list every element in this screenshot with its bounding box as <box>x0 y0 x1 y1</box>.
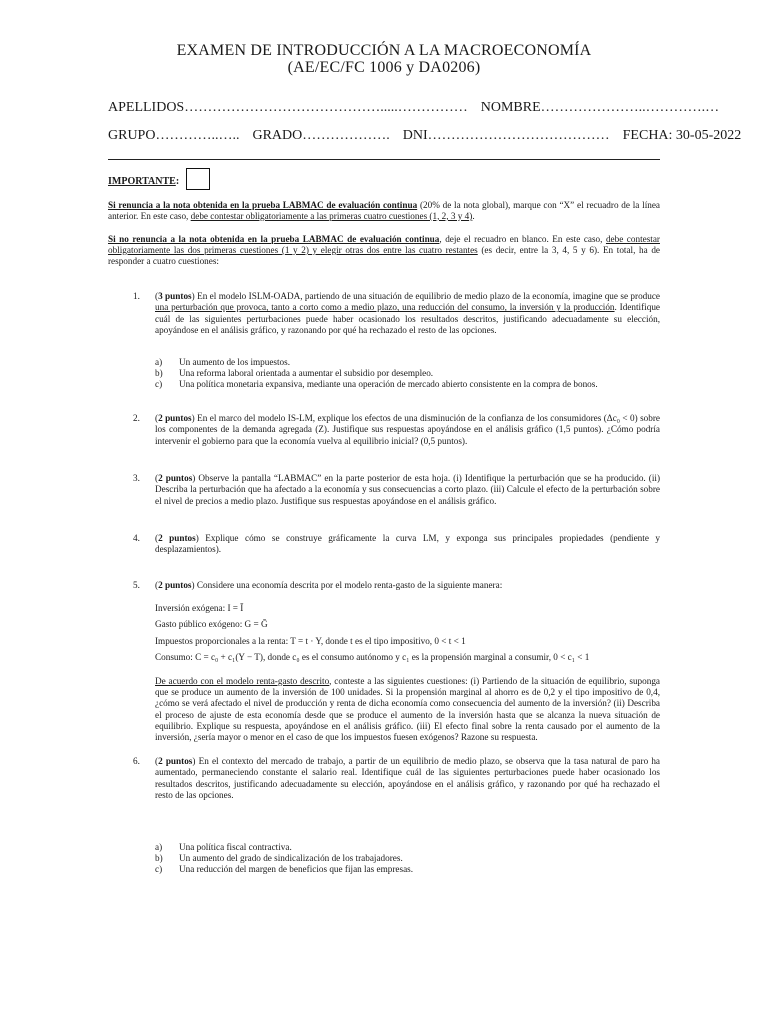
important-text: IMPORTANTE <box>108 176 176 187</box>
equation-consumption: Consumo: C = c₀ + c₁(Y − T), donde c₀ es el consumo autónomo y c₁ es la propensión marginal a consumir, 0 < c₁ < 1 <box>155 652 590 662</box>
important-label <box>108 176 179 187</box>
option-text: Una política fiscal contractiva. <box>179 842 292 852</box>
apellidos-field[interactable]: APELLIDOS…………………………………….....…………… <box>108 100 468 115</box>
question-points: 2 puntos <box>158 533 196 543</box>
question-5: (2 puntos) Considere una economía descrita por el modelo renta-gasto de la siguiente manera: <box>155 580 503 590</box>
question-text: Explique cómo se construye gráficamente la curva LM, y exponga sus principales propiedades (pendiente y desplazamientos). <box>155 533 660 555</box>
question-3: (2 puntos) Observe la pantalla “LABMAC” en la parte posterior de esta hoja. (i) Identifique la perturbación que se ha producido. (ii) Describa la perturbación que ha afectado a la economía y sus consecuencias a corto plazo. (iii) Calcule el efecto de la perturbación sobre el nivel de precios a medio plazo. Justifique sus respuestas apoyándose en el análisis gráfico. <box>155 473 661 506</box>
option-text: Una política monetaria expansiva, mediante una operación de mercado abierto consistente en la compra de bonos. <box>179 379 598 389</box>
instruction-no-renounce-text: , deje el recuadro en blanco. En este caso, <box>439 234 606 244</box>
question-6: (2 puntos) En el contexto del mercado de trabajo, a partir de un equilibrio de medio plazo, se observa que la tasa natural de paro ha aumentado, permaneciendo constante el salario real. Identifique cuál de las siguientes perturbaciones puede haber ocasionado los resultados descritos, justificando adecuadamente su elección, apoyándose en el análisis gráfico, y razonando por qué ha rechazado el resto de las opciones. <box>155 756 660 801</box>
instruction-renounce-text: (20% de la nota global), marque con “X” el recuadro de la línea anterior. En este caso, <box>108 200 660 221</box>
question-number: 5. <box>133 580 140 590</box>
option-text: Un aumento de los impuestos. <box>179 357 291 367</box>
option-item <box>155 864 413 874</box>
instruction-renounce-bold: Si renuncia a la nota obtenida en la prueba LABMAC de evaluación continua <box>108 200 418 210</box>
grado-field[interactable]: GRADO………………. <box>252 128 390 143</box>
option-letter: c) <box>155 864 163 874</box>
option-letter: c) <box>155 379 163 389</box>
question-number: 4. <box>133 533 140 543</box>
question-text: En el modelo ISLM-OADA, partiendo de una situación de equilibrio de medio plazo de la economía, imagine que se produce <box>194 291 661 301</box>
question-text: . Identifique cuál de las siguientes perturbaciones puede haber ocasionado los resultados descritos, justificando adecuadamente su elección, apoyándose en el análisis gráfico, y razonando por qué ha rechazado el resto de las opciones. <box>155 302 660 336</box>
nombre-field[interactable]: NOMBRE…………………..………….… <box>480 100 720 115</box>
option-letter: a) <box>155 842 163 852</box>
question-text-underline: una perturbación que provoca, tanto a corto como a medio plazo, una reducción del consumo, la inversión y la producción <box>155 302 615 313</box>
instruction-renounce-end: . <box>472 210 475 221</box>
exam-subtitle: (AE/EC/FC 1006 y DA0206) <box>287 59 481 76</box>
question-points: 2 puntos <box>158 473 193 483</box>
option-letter: a) <box>155 357 163 367</box>
option-text: Un aumento del grado de sindicalización de los trabajadores. <box>179 853 403 863</box>
instruction-renounce-underline: debe contestar obligatoriamente a las primeras cuatro cuestiones (1, 2, 3 y 4) <box>190 210 473 221</box>
question-text: Observe la pantalla “LABMAC” en la parte posterior de esta hoja. (i) Identifique la perturbación que se ha producido. (ii) Describa la perturbación que ha afectado a la economía y sus consecuencias a corto plazo. (iii) Calcule el efecto de la perturbación sobre el nivel de precios a medio plazo. Justifique sus respuestas apoyándose en el análisis gráfico. <box>155 473 661 506</box>
question-number: 1. <box>133 291 140 301</box>
exam-title: EXAMEN DE INTRODUCCIÓN A LA MACROECONOMÍA <box>176 42 592 59</box>
question-text: , conteste a las siguientes cuestiones: (i) Partiendo de la situación de equilibrio, suponga que se produce un aumento de la inversión de 100 unidades. Si la propensión marginal al ahorro es de 0,2 y el tipo impositivo de 0,4, ¿cómo se verá afectado el nivel de producción y renta de dicha economía como consecuencia del aumento de la inversión? (ii) Describa el proceso de ajuste de esta economía desde que se produce el aumento de la inversión hasta que se alcanza la nueva situación de equilibrio. Explique su respuesta, apoyándose en el análisis gráfico. (iii) El efecto final sobre la renta causado por el aumento de la inversión, ¿sería mayor o menor en el caso de que los impuestos fuesen exógenos? Razone su respuesta. <box>155 676 660 743</box>
instruction-renounce <box>108 200 660 222</box>
option-text: Una reforma laboral orientada a aumentar el subsidio por desempleo. <box>179 368 434 378</box>
renounce-checkbox[interactable] <box>186 168 210 190</box>
grupo-field[interactable]: GRUPO…………..….. <box>108 128 240 143</box>
instruction-no-renounce-bold: Si no renuncia a la nota obtenida en la prueba LABMAC de evaluación continua <box>108 234 440 244</box>
question-text: En el marco del modelo IS-LM, explique los efectos de una disminución de la confianza de los consumidores (Δc₀ < 0) sobre los componentes de la demanda agregada (Z). Justifique sus respuestas apoyándose en el análisis gráfico (1,5 puntos). ¿Cómo podría intervenir el gobierno para que la economía vuelva al equilibrio inicial? (0,5 puntos). <box>155 413 660 446</box>
question-1: (3 puntos) En el modelo ISLM-OADA, partiendo de una situación de equilibrio de medio plazo de la economía, imagine que se produce una perturbación que provoca, tanto a corto como a medio plazo, una reducción del consumo, la inversión y la producción. Identifique cuál de las siguientes perturbaciones puede haber ocasionado los resultados descritos, justificando adecuadamente su elección, apoyándose en el análisis gráfico, y razonando por qué ha rechazado el resto de las opciones. <box>155 291 661 336</box>
header-divider <box>108 159 660 160</box>
dni-field[interactable]: DNI………………………………… <box>402 128 610 143</box>
equation-taxes: Impuestos proporcionales a la renta: T = t · Y, donde t es el tipo impositivo, 0 < t < 1 <box>155 636 466 646</box>
form-line-details <box>108 128 741 144</box>
question-number: 6. <box>133 756 140 766</box>
option-item <box>155 368 433 378</box>
question-number: 3. <box>133 473 140 483</box>
question-text: En el contexto del mercado de trabajo, a partir de un equilibrio de medio plazo, se observa que la tasa natural de paro ha aumentado, permaneciendo constante el salario real. Identifique cuál de las siguientes perturbaciones puede haber ocasionado los resultados descritos, justificando adecuadamente su elección, apoyándose en el análisis gráfico, y razonando por qué ha rechazado el resto de las opciones. <box>155 756 660 801</box>
option-letter: b) <box>155 853 163 863</box>
question-5-body <box>155 676 660 743</box>
option-item <box>155 853 403 863</box>
option-item <box>155 357 290 367</box>
question-points: 3 puntos <box>158 291 192 301</box>
question-points: 2 puntos <box>158 580 192 590</box>
form-line-names <box>108 100 719 116</box>
important-colon: : <box>175 176 180 187</box>
option-item <box>155 379 598 389</box>
question-points: 2 puntos <box>158 413 192 423</box>
question-4: (2 puntos) Explique cómo se construye gráficamente la curva LM, y exponga sus principales propiedades (pendiente y desplazamientos). <box>155 533 660 555</box>
equation-investment: Inversión exógena: I = Ī <box>155 603 244 613</box>
equation-government: Gasto público exógeno: G = Ḡ <box>155 619 268 629</box>
question-text-underline: De acuerdo con el modelo renta-gasto descrito <box>155 676 330 686</box>
instruction-no-renounce-end: (es decir, entre la 3, 4, 5 y 6). En total, ha de responder a cuatro cuestiones: <box>108 244 661 266</box>
instruction-no-renounce-underline: debe contestar obligatoriamente las dos primeras cuestiones (1 y 2) y elegir otras dos entre las cuatro restantes <box>108 234 660 255</box>
fecha-label: FECHA: 30-05-2022 <box>622 128 742 143</box>
question-number: 2. <box>133 413 140 423</box>
option-letter: b) <box>155 368 163 378</box>
option-item <box>155 842 292 852</box>
question-2: (2 puntos) En el marco del modelo IS-LM, explique los efectos de una disminución de la confianza de los consumidores (Δc₀ < 0) sobre los componentes de la demanda agregada (Z). Justifique sus respuestas apoyándose en el análisis gráfico (1,5 puntos). ¿Cómo podría intervenir el gobierno para que la economía vuelva al equilibrio inicial? (0,5 puntos). <box>155 413 660 446</box>
question-text: Considere una economía descrita por el modelo renta-gasto de la siguiente manera: <box>194 580 503 590</box>
instruction-no-renounce <box>108 234 660 266</box>
option-text: Una reducción del margen de beneficios que fijan las empresas. <box>179 864 414 874</box>
question-points: 2 puntos <box>158 756 193 766</box>
